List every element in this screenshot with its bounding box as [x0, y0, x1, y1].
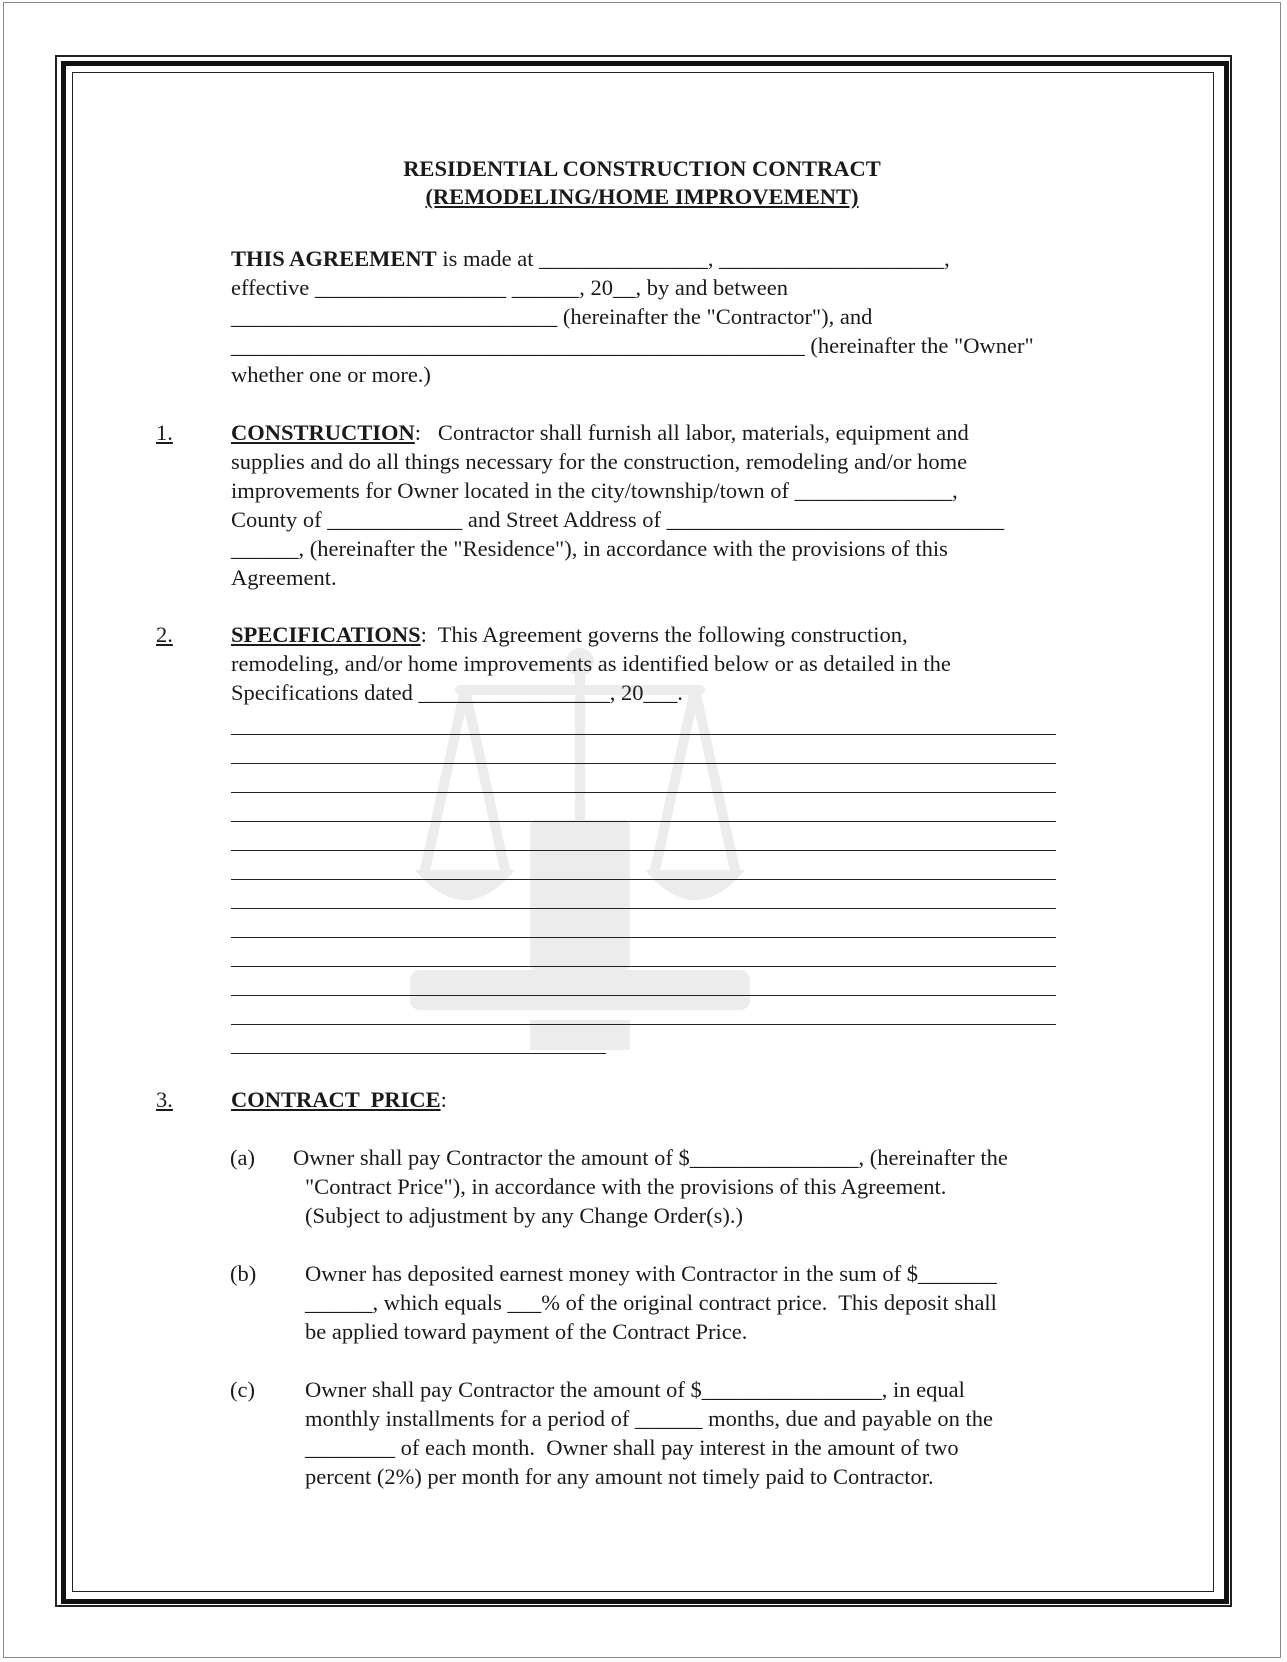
- intro-line-2: effective _________________ ______, 20__, by and between: [231, 275, 788, 300]
- section-1-line-2: supplies and do all things necessary for the construction, remodeling and/or home: [231, 449, 968, 474]
- specification-blank-line[interactable]: [231, 850, 1056, 851]
- section-1-line-6: Agreement.: [231, 565, 337, 590]
- specification-blank-line[interactable]: [231, 966, 1056, 967]
- specification-blank-line[interactable]: [231, 1053, 606, 1054]
- specification-blank-line[interactable]: [231, 763, 1056, 764]
- section-1-line-4: County of ____________ and Street Address of ______________________________: [231, 507, 1005, 532]
- clause-c-line-2: monthly installments for a period of ______ months, due and payable on the: [305, 1406, 993, 1431]
- section-2-line-1: [231, 620, 908, 649]
- section-1-line-3: improvements for Owner located in the city/township/town of ______________,: [231, 478, 958, 503]
- intro-line-3: [231, 302, 872, 331]
- document-title: RESIDENTIAL CONSTRUCTION CONTRACT: [403, 156, 881, 181]
- section-2-line-1-text: : This Agreement governs the following construction,: [420, 622, 908, 647]
- clause-a-line-2: "Contract Price"), in accordance with the provisions of this Agreement.: [305, 1174, 947, 1199]
- section-3-number: 3.: [156, 1087, 173, 1112]
- clause-b-line-1: Owner has deposited earnest money with Contractor in the sum of $_______: [305, 1261, 997, 1286]
- clause-c-label: (c): [230, 1377, 255, 1402]
- section-2-line-3: Specifications dated _________________, 20___.: [231, 680, 683, 705]
- section-3-heading-line: [231, 1085, 447, 1114]
- clause-a-label: (a): [230, 1145, 255, 1170]
- clause-b-label: (b): [230, 1261, 257, 1286]
- section-2-line-2: remodeling, and/or home improvements as identified below or as detailed in the: [231, 651, 951, 676]
- specification-blank-line[interactable]: [231, 734, 1056, 735]
- section-3-heading: CONTRACT PRICE: [231, 1087, 441, 1112]
- clause-b-line-3: be applied toward payment of the Contract Price.: [305, 1319, 748, 1344]
- intro-line-3-text: (hereinafter the "Contractor"), and: [557, 304, 873, 329]
- section-1-line-1: [231, 418, 969, 447]
- section-2-number: 2.: [156, 622, 173, 647]
- specification-blank-line[interactable]: [231, 821, 1056, 822]
- specification-blank-line[interactable]: [231, 937, 1056, 938]
- clause-a-line-3: (Subject to adjustment by any Change Order(s).): [305, 1203, 744, 1228]
- specification-blank-line[interactable]: [231, 908, 1056, 909]
- intro-line-1-text: is made at _______________, ____________________,: [436, 246, 950, 271]
- section-3-heading-suffix: :: [440, 1087, 447, 1112]
- intro-line-5: whether one or more.): [231, 362, 431, 387]
- clause-c-line-3: ________ of each month. Owner shall pay interest in the amount of two: [305, 1435, 959, 1460]
- clause-a-line-1: Owner shall pay Contractor the amount of $_______________, (hereinafter the: [293, 1145, 1008, 1170]
- specification-blank-line[interactable]: [231, 792, 1056, 793]
- specification-blank-line[interactable]: [231, 1024, 1056, 1025]
- agreement-lead: THIS AGREEMENT: [231, 246, 437, 271]
- clause-c-line-4: percent (2%) per month for any amount not timely paid to Contractor.: [305, 1464, 934, 1489]
- document-subtitle: (REMODELING/HOME IMPROVEMENT): [425, 184, 859, 209]
- intro-line-1: [231, 244, 950, 273]
- clause-b-line-2: ______, which equals ___% of the original contract price. This deposit shall: [305, 1290, 997, 1315]
- specification-blank-line[interactable]: [231, 995, 1056, 996]
- section-1-line-1-text: : Contractor shall furnish all labor, materials, equipment and: [414, 420, 969, 445]
- clause-c-line-1: Owner shall pay Contractor the amount of $________________, in equal: [305, 1377, 965, 1402]
- section-2-heading: SPECIFICATIONS: [231, 622, 421, 647]
- section-1-heading: CONSTRUCTION: [231, 420, 415, 445]
- section-1-number: 1.: [156, 420, 173, 445]
- section-1-line-5: ______, (hereinafter the "Residence"), in accordance with the provisions of this: [231, 536, 948, 561]
- contractor-blank: _____________________________: [231, 304, 558, 329]
- specification-blank-line[interactable]: [231, 879, 1056, 880]
- intro-line-4: ___________________________________________________ (hereinafter the "Owner": [231, 333, 1034, 358]
